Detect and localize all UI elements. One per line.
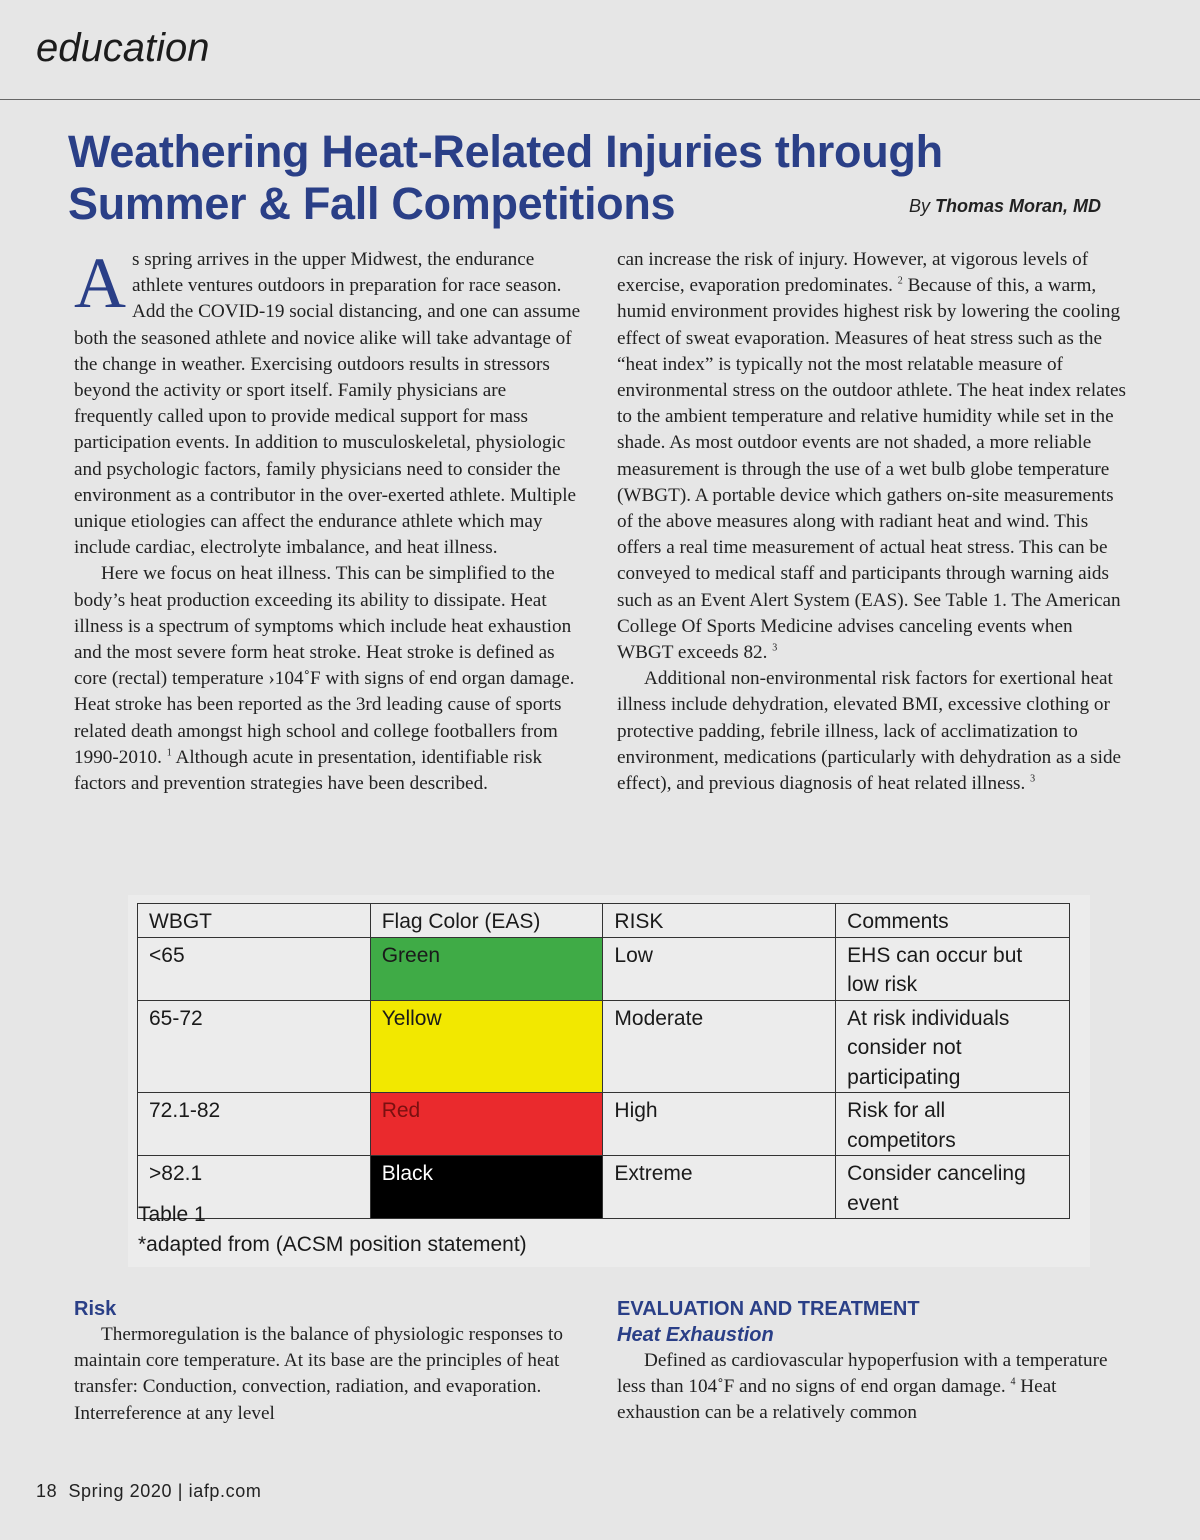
page-footer (36, 1481, 261, 1502)
heat-exhaustion-text: Defined as cardiovascular hypoperfusion with a temperature less than 104˚F and no signs of end organ damage. (617, 1350, 1108, 1398)
site-url: iafp.com (188, 1481, 262, 1501)
section-label: education (36, 26, 210, 70)
right-column (617, 247, 1127, 797)
table-caption: Table 1 (138, 1203, 206, 1226)
risk-cell: High (603, 1093, 836, 1156)
risk-paragraph: Thermoregulation is the balance of physiologic responses to maintain core temperature. At its base are the principles of heat transfer: Conduction, convection, radiation, and evaporation. Interreference at any level (74, 1324, 563, 1424)
issue-label: Spring 2020 (68, 1481, 173, 1501)
article-title: Weathering Heat-Related Injuries through Summer & Fall Competitions (68, 126, 943, 229)
footer-separator: | (177, 1481, 184, 1501)
comment-cell: At risk individuals consider not participating (836, 1000, 1070, 1093)
header-risk: RISK (603, 904, 836, 938)
table-row (138, 1156, 1070, 1219)
wbgt-cell: >82.1 (138, 1156, 371, 1219)
header-divider (0, 99, 1200, 100)
table-row (138, 1000, 1070, 1093)
header-flag-color: Flag Color (EAS) (370, 904, 603, 938)
heat-exhaustion-heading: Heat Exhaustion (617, 1324, 774, 1346)
byline-prefix: By (908, 196, 930, 216)
evaporation-paragraph (617, 247, 1127, 666)
footnote-ref: 4 (1010, 1376, 1016, 1388)
table-row (138, 937, 1070, 1000)
heat-illness-text-cont: Although acute in presentation, identifiable risk factors and prevention strategies have been described. (74, 746, 543, 795)
heat-illness-paragraph (74, 561, 586, 797)
evaluation-heading: EVALUATION AND TREATMENT (617, 1298, 920, 1320)
table-header-row (138, 904, 1070, 938)
author-name: Thomas Moran, MD (934, 196, 1101, 216)
comment-cell: EHS can occur but low risk (836, 937, 1070, 1000)
wbgt-cell: <65 (138, 937, 371, 1000)
risk-factors-paragraph (617, 666, 1127, 797)
heat-exhaustion-text-cont: Heat exhaustion can be a relatively common (617, 1376, 1057, 1424)
footnote-ref: 3 (772, 642, 778, 654)
byline (909, 196, 1101, 217)
heat-exhaustion-paragraph (617, 1348, 1127, 1427)
flag-cell-green: Green (370, 937, 603, 1000)
risk-cell: Moderate (603, 1000, 836, 1093)
heat-illness-text: Here we focus on heat illness. This can be simplified to the body’s heat production exceeding its ability to dissipate. Heat illness is a spectrum of symptoms which include heat exhaustion and the most severe form heat stroke. Heat stroke is defined as core (rectal) temperature ›104˚F with signs of end organ damage. Heat stroke has been reported as the 3rd leading cause of sports related death amongst high school and college footballers from 1990-2010. (74, 563, 575, 768)
risk-cell: Extreme (603, 1156, 836, 1219)
page-number: 18 (36, 1481, 58, 1501)
flag-cell-black: Black (370, 1156, 603, 1219)
header-comments: Comments (836, 904, 1070, 938)
footnote-ref: 2 (897, 275, 903, 287)
table-source: *adapted from (ACSM position statement) (138, 1233, 527, 1256)
drop-cap: A (74, 243, 126, 323)
evaluation-section (617, 1296, 1127, 1427)
footnote-ref: 3 (1030, 773, 1036, 785)
table-row (138, 1093, 1070, 1156)
wbgt-text: Because of this, a warm, humid environment provides highest risk by lowering the cooling effect of sweat evaporation. Measures of heat stress such as the “heat index” is typically not the most relatable measure of environmental stress on the outdoor athlete. The heat index relates to the ambient temperature and relative humidity while set in the shade. As most outdoor events are not shaded, a more reliable measurement is through the use of a wet bulb globe temperature (WBGT). A portable device which gathers on-site measurements of the above measures along with radiant heat and wind. This offers a real time measurement of actual heat stress. This can be conveyed to medical staff and participants through warning aids such as an Event Alert System (EAS). See Table 1. The American College Of Sports Medicine advises canceling events when WBGT exceeds 82. (617, 275, 1127, 664)
footnote-ref: 1 (166, 747, 172, 759)
risk-heading: Risk (74, 1298, 117, 1320)
evaporation-text: can increase the risk of injury. However, at vigorous levels of exercise, evaporation predominates. (617, 249, 1089, 297)
comment-cell: Risk for all competitors (836, 1093, 1070, 1156)
comment-cell: Consider canceling event (836, 1156, 1070, 1219)
risk-section (74, 1296, 586, 1427)
wbgt-cell: 72.1-82 (138, 1093, 371, 1156)
wbgt-table (137, 903, 1070, 1219)
intro-text: s spring arrives in the upper Midwest, the endurance athlete ventures outdoors in preparation for race season. Add the COVID-19 social distancing, and one can assume both the seasoned athlete and novice alike will take advantage of the change in weather. Exercising outdoors results in stressors beyond the activity or sport itself. Family physicians are frequently called upon to provide medical support for mass participation events. In addition to musculoskeletal, physiologic and psychologic factors, family physicians need to consider the environment as a contributor in the over-exerted athlete. Multiple unique etiologies can affect the endurance athlete which may include cardiac, electrolyte imbalance, and heat illness. (74, 249, 581, 559)
flag-cell-red: Red (370, 1093, 603, 1156)
wbgt-cell: 65-72 (138, 1000, 371, 1093)
left-column (74, 243, 586, 797)
risk-cell: Low (603, 937, 836, 1000)
flag-cell-yellow: Yellow (370, 1000, 603, 1093)
header-wbgt: WBGT (138, 904, 371, 938)
intro-paragraph (74, 243, 586, 561)
risk-factors-text: Additional non-environmental risk factors for exertional heat illness include dehydration, elevated BMI, excessive clothing or protective padding, febrile illness, lack of acclimatization to environment, medications (particularly with dehydration as a side effect), and previous diagnosis of heat related illness. (617, 668, 1122, 795)
